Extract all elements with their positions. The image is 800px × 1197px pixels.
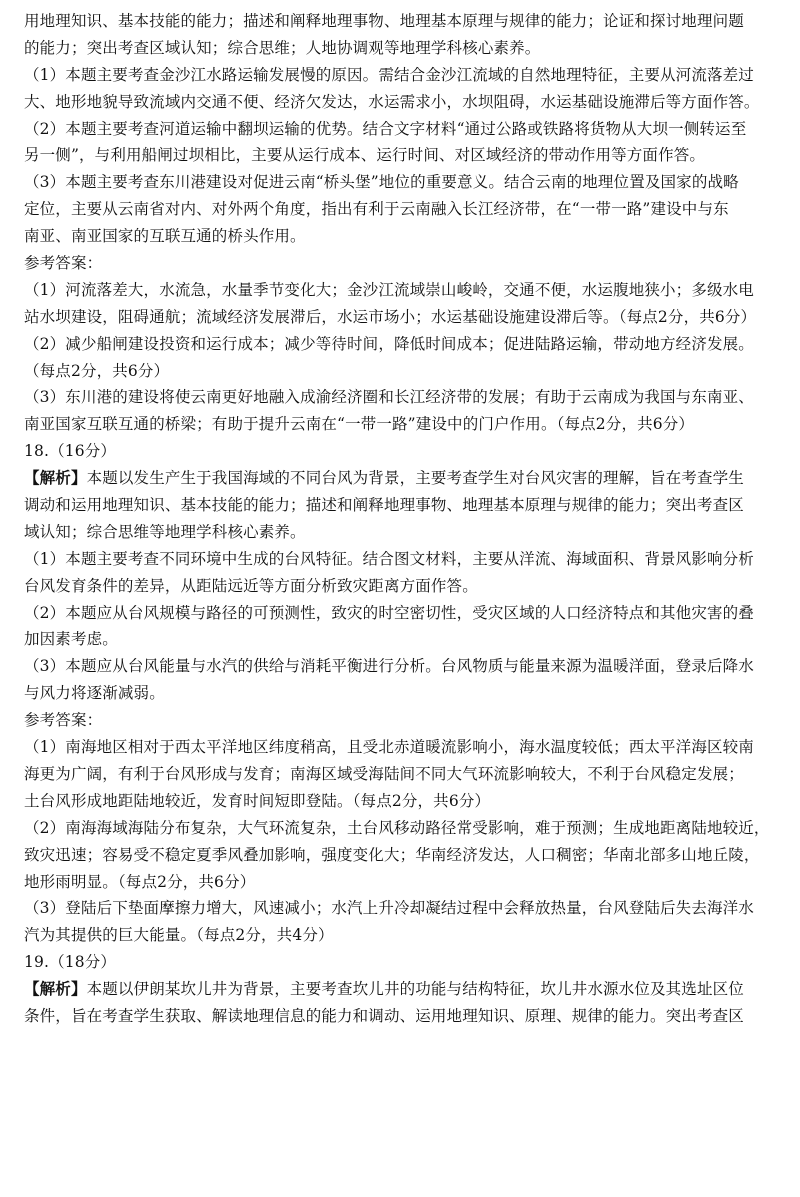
analysis-marker: 【解析】 (24, 468, 87, 488)
answer-heading: 参考答案： (24, 711, 103, 730)
text-line: 汽为其提供的巨大能量。（每点2分，共4分） (24, 926, 334, 945)
answer-heading: 参考答案： (24, 254, 103, 273)
text-line: 另一侧”，与利用船闸过坝相比，主要从运行成本、运行时间、对区域经济的带动作用等方面作答。 (24, 146, 706, 165)
text-line: 大、地形地貌导致流域内交通不便、经济欠发达，水运需求小，水坝阻碍，水运基础设施滞后等方面作答。 (24, 92, 760, 111)
text-line: 南亚国家互联互通的桥梁；有助于提升云南在“一带一路”建设中的门户作用。（每点2分，共6分） (24, 415, 695, 434)
text-line: （2）减少船闸建设投资和运行成本；减少等待时间，降低时间成本；促进陆路运输，带动地方经济发展。 (24, 334, 754, 353)
question-number: 19.（18分） (24, 953, 117, 972)
text-line: （1）南海地区相对于西太平洋地区纬度稍高，且受北赤道暖流影响小，海水温度较低；西太平洋海区较南 (24, 738, 754, 757)
analysis-line: 【解析】本题以发生产生于我国海域的不同台风为背景，主要考查学生对台风灾害的理解，旨在考查学生 (24, 468, 744, 488)
text-line: 海更为广阔，有利于台风形成与发育；南海区域受海陆间不同大气环流影响较大，不利于台风稳定发展； (24, 764, 744, 783)
text-line: （3）东川港的建设将使云南更好地融入成渝经济圈和长江经济带的发展；有助于云南成为我国与东南亚、 (24, 388, 754, 407)
text-line: 加因素考虑。 (24, 630, 118, 649)
text-line: 致灾迅速；容易受不稳定夏季风叠加影响，强度变化大；华南经济发达，人口稠密；华南北部多山地丘陵， (24, 845, 760, 864)
text-line: 台风发育条件的差异，从距陆远近等方面分析致灾距离方面作答。 (24, 576, 478, 595)
question-number: 18.（16分） (24, 442, 117, 461)
analysis-marker: 【解析】 (24, 979, 87, 999)
text-line: 调动和运用地理知识、基本技能的能力；描述和阐释地理事物、地理基本原理与规律的能力；突出考查区 (24, 496, 744, 515)
text-line: 土台风形成地距陆地较近，发育时间短即登陆。（每点2分，共6分） (24, 791, 491, 810)
text-line: （每点2分，共6分） (24, 361, 170, 380)
text-line: 用地理知识、基本技能的能力；描述和阐释地理事物、地理基本原理与规律的能力；论证和探讨地理问题 (24, 12, 744, 30)
text-line: 与风力将逐渐减弱。 (24, 684, 165, 703)
text-line: 地形雨明显。（每点2分，共6分） (24, 872, 256, 891)
text-line: （3）本题应从台风能量与水汽的供给与消耗平衡进行分析。台风物质与能量来源为温暖洋面，登录后降水 (24, 657, 754, 676)
text-line: 南亚、南亚国家的互联互通的桥头作用。 (24, 227, 306, 246)
text-line: 站水坝建设，阻碍通航；流域经济发展滞后，水运市场小；水运基础设施建设滞后等。（每点2分，共6分） (24, 307, 757, 326)
text-line: （3）登陆后下垫面摩擦力增大，风速减小；水汽上升冷却凝结过程中会释放热量，台风登陆后失去海洋水 (24, 899, 754, 918)
text-line: （2）本题主要考查河道运输中翻坝运输的优势。结合文字材料“通过公路或铁路将货物从大坝一侧转运至 (24, 119, 747, 138)
text-line: 的能力；突出考查区域认知；综合思维；人地协调观等地理学科核心素养。 (24, 38, 541, 57)
text-line: （1）本题主要考查金沙江水路运输发展慢的原因。需结合金沙江流域的自然地理特征，主要从河流落差过 (24, 65, 754, 84)
analysis-line: 【解析】本题以伊朗某坎儿井为背景，主要考查坎儿井的功能与结构特征，坎儿井水源水位及其选址区位 (24, 979, 744, 999)
text-line: （2）本题应从台风规模与路径的可预测性，致灾的时空密切性，受灾区域的人口经济特点和其他灾害的叠 (24, 603, 754, 622)
text-line: 定位，主要从云南省对内、对外两个角度，指出有利于云南融入长江经济带，在“一带一路”建设中与东 (24, 200, 729, 219)
text-line: （1）河流落差大，水流急，水量季节变化大；金沙江流域崇山峻岭，交通不便，水运腹地狭小；多级水电 (24, 280, 754, 299)
text-line: （3）本题主要考查东川港建设对促进云南“桥头堡”地位的重要意义。结合云南的地理位置及国家的战略 (24, 173, 739, 192)
text-line: （2）南海海域海陆分布复杂，大气环流复杂，土台风移动路径常受影响，难于预测；生成地距离陆地较近， (24, 818, 770, 837)
text-line: （1）本题主要考查不同环境中生成的台风特征。结合图文材料，主要从洋流、海域面积、背景风影响分析 (24, 549, 754, 568)
text-line: 条件，旨在考查学生获取、解读地理信息的能力和调动、运用地理知识、原理、规律的能力。突出考查区 (24, 1006, 744, 1025)
text-line: 域认知；综合思维等地理学科核心素养。 (24, 522, 306, 541)
